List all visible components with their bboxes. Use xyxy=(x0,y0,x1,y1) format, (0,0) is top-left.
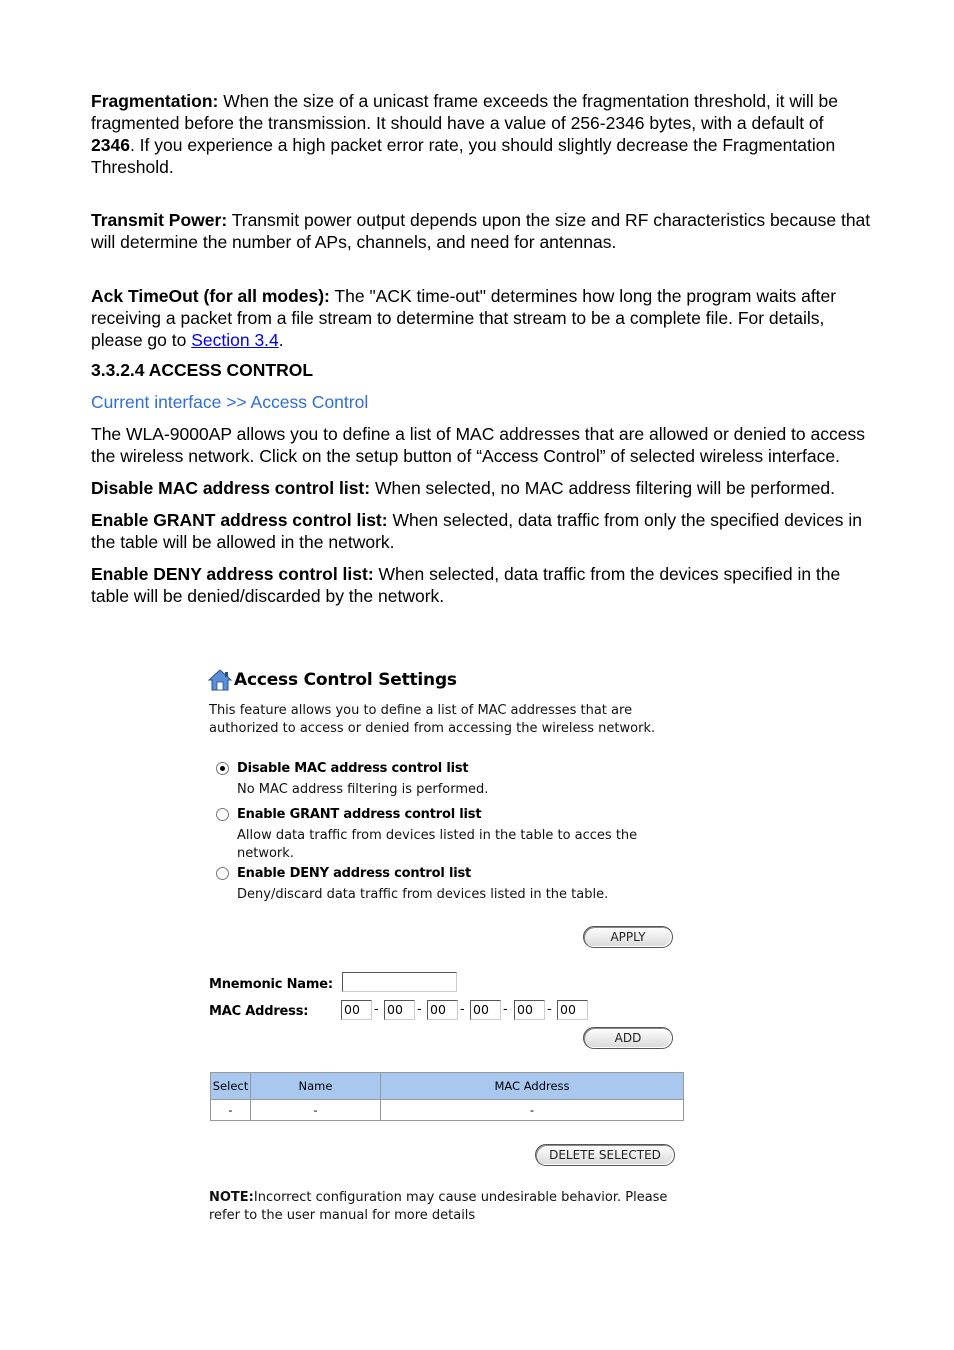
mac-octet-2[interactable]: 00 xyxy=(384,1000,415,1020)
fragmentation-text-2: . If you experience a high packet error rate, you should slightly decrease the Fragmentation Threshold. xyxy=(91,135,836,177)
fragmentation-label: Fragmentation: xyxy=(91,91,219,111)
document-body xyxy=(91,90,871,607)
note xyxy=(209,1189,679,1225)
deny-text: When selected, data traffic from the devices specified in the table will be denied/discarded by the network. xyxy=(91,564,841,606)
ack-timeout-after: . xyxy=(278,330,284,350)
option-deny-label: Enable DENY address control list xyxy=(237,866,472,881)
access-control-table xyxy=(210,1072,684,1121)
radio-disable[interactable] xyxy=(216,762,229,775)
ack-timeout-text: The "ACK time-out" determines how long the program waits after receiving a packet from a file stream to determine that stream to be a complete file. For details, please go to xyxy=(91,286,837,350)
note-label: NOTE: xyxy=(209,1190,254,1205)
mac-separator: - xyxy=(460,1002,465,1017)
cell-select: - xyxy=(211,1100,251,1121)
grant-label: Enable GRANT address control list: xyxy=(91,510,388,530)
breadcrumb: Current interface >> Access Control xyxy=(91,392,369,412)
header-name: Name xyxy=(251,1073,381,1100)
ack-timeout-paragraph xyxy=(91,285,871,351)
header-mac-address: MAC Address xyxy=(381,1073,684,1100)
apply-button[interactable]: APPLY xyxy=(583,926,673,948)
fragmentation-paragraph xyxy=(91,90,871,178)
grant-text: When selected, data traffic from only the specified devices in the table will be allowed in the network. xyxy=(91,510,862,552)
mac-octet-6[interactable]: 00 xyxy=(557,1000,588,1020)
fragmentation-default: 2346 xyxy=(91,135,130,155)
fragmentation-text-1: When the size of a unicast frame exceeds the fragmentation threshold, it will be fragmented before the transmission. It should have a value of 256-2346 bytes, with a default of xyxy=(91,91,839,133)
mnemonic-label: Mnemonic Name: xyxy=(209,977,333,992)
mnemonic-input[interactable] xyxy=(342,972,457,992)
cell-name: - xyxy=(251,1100,381,1121)
radio-deny[interactable] xyxy=(216,867,229,880)
disable-label: Disable MAC address control list: xyxy=(91,478,371,498)
settings-title: Access Control Settings xyxy=(234,670,457,690)
option-disable-desc: No MAC address filtering is performed. xyxy=(237,782,489,797)
section-link[interactable]: Section 3.4 xyxy=(191,330,279,350)
section-heading: 3.3.2.4 ACCESS CONTROL xyxy=(91,360,314,380)
mac-separator: - xyxy=(374,1002,379,1017)
radio-grant[interactable] xyxy=(216,808,229,821)
deny-label: Enable DENY address control list: xyxy=(91,564,374,584)
grant-paragraph xyxy=(91,509,871,553)
table-header-row xyxy=(211,1073,684,1100)
header-select: Select xyxy=(211,1073,251,1100)
mac-octet-1[interactable]: 00 xyxy=(341,1000,372,1020)
home-icon xyxy=(208,669,232,691)
mac-separator: - xyxy=(417,1002,422,1017)
access-control-screenshot xyxy=(208,664,688,1234)
transmit-power-paragraph xyxy=(91,209,871,253)
disable-paragraph xyxy=(91,477,871,499)
settings-description: This feature allows you to define a list of MAC addresses that are authorized to access or denied from accessing the wireless network. xyxy=(209,703,656,736)
mac-label: MAC Address: xyxy=(209,1004,309,1019)
table-row xyxy=(211,1100,684,1121)
settings-title-bar xyxy=(208,668,457,692)
option-disable-label: Disable MAC address control list xyxy=(237,761,469,776)
disable-text: When selected, no MAC address filtering will be performed. xyxy=(370,478,836,498)
mac-octet-4[interactable]: 00 xyxy=(470,1000,501,1020)
mac-separator: - xyxy=(503,1002,508,1017)
add-button[interactable]: ADD xyxy=(583,1027,673,1049)
intro-paragraph: The WLA-9000AP allows you to define a list of MAC addresses that are allowed or denied to access the wireless network. Click on the setup button of “Access Control” of selected wireless interface. xyxy=(91,424,865,466)
transmit-power-text: Transmit power output depends upon the size and RF characteristics because that will determine the number of APs, channels, and need for antennas. xyxy=(91,210,871,252)
note-text: Incorrect configuration may cause undesirable behavior. Please refer to the user manual for more details xyxy=(209,1190,668,1223)
deny-paragraph xyxy=(91,563,871,607)
transmit-power-label: Transmit Power: xyxy=(91,210,228,230)
option-deny-desc: Deny/discard data traffic from devices listed in the table. xyxy=(237,887,609,902)
mac-separator: - xyxy=(547,1002,552,1017)
delete-selected-button[interactable]: DELETE SELECTED xyxy=(535,1144,675,1166)
ack-timeout-label: Ack TimeOut (for all modes): xyxy=(91,286,330,306)
mac-octet-5[interactable]: 00 xyxy=(514,1000,545,1020)
cell-mac-address: - xyxy=(381,1100,684,1121)
mac-octet-3[interactable]: 00 xyxy=(427,1000,458,1020)
option-grant-desc: Allow data traffic from devices listed in the table to acces the network. xyxy=(237,828,638,861)
option-grant-label: Enable GRANT address control list xyxy=(237,807,482,822)
